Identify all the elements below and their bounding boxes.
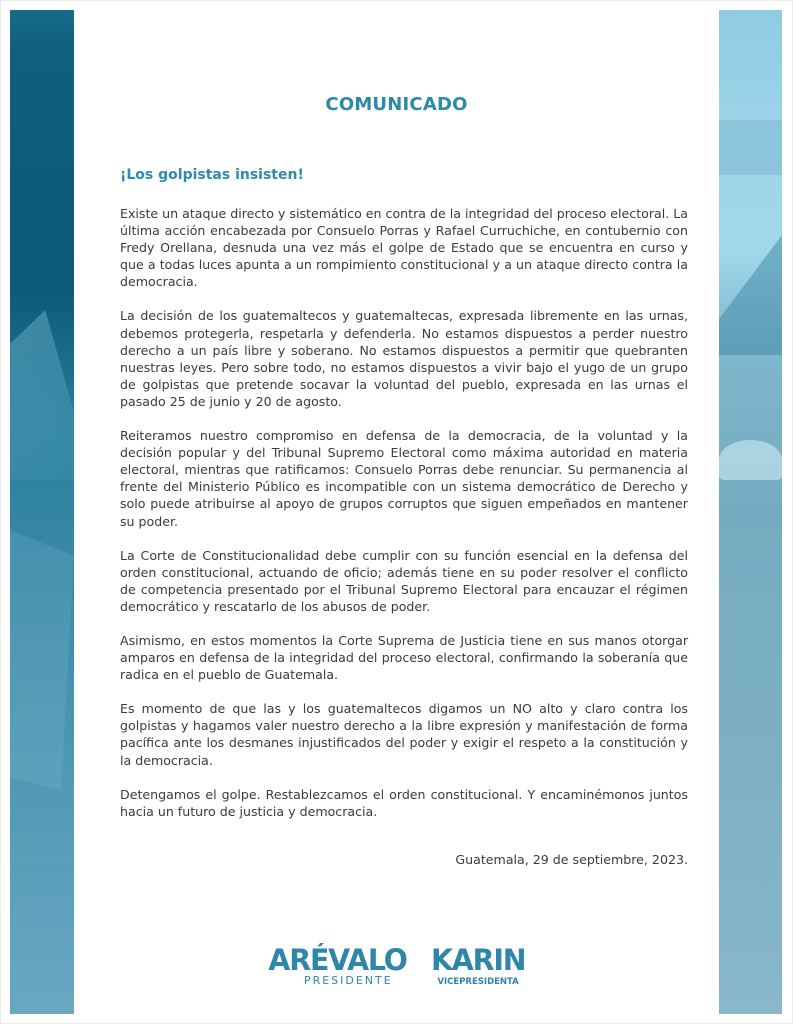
left-photo-strip: [10, 10, 74, 1014]
president-logo-role: PRESIDENTE: [303, 974, 393, 987]
subheading: ¡Los golpistas insisten!: [120, 167, 304, 183]
president-logo-name: ARÉVALO: [268, 943, 407, 977]
paragraph: Detengamos el golpe. Restablezcamos el orden constitucional. Y encaminémonos juntos hacia un futuro de justicia y democracia.: [120, 786, 688, 819]
communique-body: [120, 205, 688, 837]
date-line: Guatemala, 29 de septiembre, 2023.: [455, 852, 688, 867]
paragraph: Es momento de que las y los guatemaltecos digamos un NO alto y claro contra los golpistas y hagamos valer nuestro derecho a la libre expresión y manifestación de forma pacífica ante los desmanes injustificados del poder y exigir el respeto a la constitución y la democracia.: [120, 701, 688, 768]
page-title: COMUNICADO: [325, 94, 468, 115]
vice-president-logo-name: KARIN: [430, 943, 526, 977]
president-logo: [267, 945, 408, 987]
right-strip-flag-shape: [719, 235, 782, 355]
left-strip-photo-detail: [10, 310, 74, 480]
campaign-logos: [0, 945, 793, 987]
paragraph: La decisión de los guatemaltecos y guatemaltecas, expresada libremente en las urnas, debemos protegerla, respetarla y defenderla. No estamos dispuestos a perder nuestro derecho a un país libre y soberano. No estamos dispuestos a permitir que quebranten nuestras leyes. Pero sobre todo, no estamos dispuestos a vivir bajo el yugo de un grupo de golpistas que pretende socavar la voluntad del pueblo, expresada en las urnas el pasado 25 de junio y 20 de agosto.: [120, 308, 688, 409]
paragraph: Existe un ataque directo y sistemático en contra de la integridad del proceso electoral. La última acción encabezada por Consuelo Porras y Rafael Curruchiche, en contubernio con Fredy Orellana, desnuda una vez más el golpe de Estado que se encuentra en curso y que a todas luces apunta a un rompimiento constitucional y a un ataque directo contra la democracia.: [120, 206, 688, 290]
right-photo-strip: [719, 10, 782, 1014]
left-strip-photo-detail: [10, 530, 74, 790]
paragraph: La Corte de Constitucionalidad debe cumplir con su función esencial en la defensa del orden constitucional, actuando de oficio; además tiene en su poder resolver el conflicto de competencia presentado por el Tribunal Supremo Electoral para encauzar el régimen democrático y rescatarlo de los abusos de poder.: [120, 547, 688, 614]
right-strip-photo-detail: [719, 440, 782, 480]
right-strip-photo-detail: [719, 120, 782, 175]
vice-president-logo-role: VICEPRESIDENTA: [437, 977, 519, 987]
paragraph: Asimismo, en estos momentos la Corte Suprema de Justicia tiene en sus manos otorgar amparos en defensa de la integridad del proceso electoral, confirmando la soberanía que radica en el pueblo de Guatemala.: [120, 632, 688, 683]
paragraph: Reiteramos nuestro compromiso en defensa de la democracia, de la voluntad y la decisión popular y del Tribunal Supremo Electoral como máxima autoridad en materia electoral, mientras que ratificamos: Consuelo Porras debe renunciar. Su permanencia al frente del Ministerio Público es incompatible con un sistema democrático de Derecho y solo puede atribuirse al apoyo de grupos corruptos que siguen empeñados en mantener su poder.: [120, 428, 688, 529]
vice-president-logo: [430, 945, 526, 987]
